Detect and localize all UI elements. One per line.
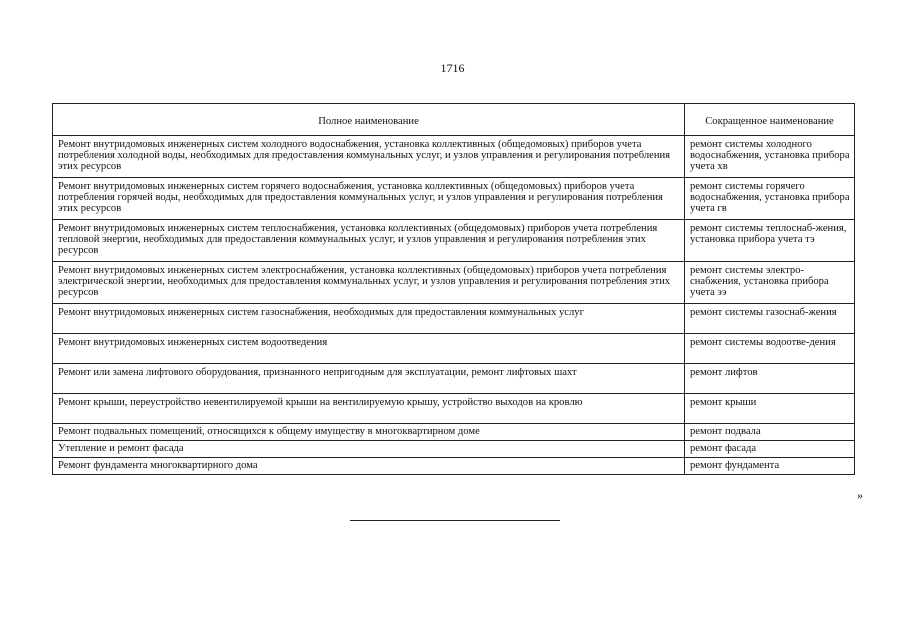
short-name-cell: ремонт системы холодного водоснабжения, установка прибора учета хв [685,136,855,178]
table-row [53,178,855,220]
short-name-cell: ремонт системы теплоснаб-жения, установка прибора учета тэ [685,220,855,262]
short-name-cell: ремонт фасада [685,441,855,458]
table-row [53,441,855,458]
table-row [53,424,855,441]
full-name-cell: Ремонт внутридомовых инженерных систем газоснабжения, необходимых для предоставления коммунальных услуг [53,304,685,334]
table-row [53,458,855,475]
short-name-cell: ремонт системы водоотве-дения [685,334,855,364]
table-row [53,304,855,334]
full-name-cell: Ремонт внутридомовых инженерных систем теплоснабжения, установка коллективных (общедомовых) приборов учета потребления тепловой энергии, необходимых для предоставления коммунальных услуг, и узлов управления и регулирования потребления этих ресурсов [53,220,685,262]
table-row [53,262,855,304]
table-row [53,220,855,262]
header-full-name: Полное наименование [53,104,685,136]
full-name-cell: Ремонт внутридомовых инженерных систем холодного водоснабжения, установка коллективных (общедомовых) приборов учета потребления холодной воды, необходимых для предоставления коммунальных услуг, и узлов управления и регулирования потребления этих ресурсов [53,136,685,178]
full-name-cell: Ремонт крыши, переустройство невентилируемой крыши на вентилируемую крышу, устройство выходов на кровлю [53,394,685,424]
full-name-cell: Ремонт внутридомовых инженерных систем электроснабжения, установка коллективных (общедомовых) приборов учета потребления электрической энергии, необходимых для предоставления коммунальных услуг, и узлов управления и регулирования потребления этих ресурсов [53,262,685,304]
short-name-cell: ремонт лифтов [685,364,855,394]
footer-divider [350,520,560,521]
table-row [53,394,855,424]
full-name-cell: Ремонт внутридомовых инженерных систем горячего водоснабжения, установка коллективных (общедомовых) приборов учета потребления горячей воды, необходимых для предоставления коммунальных услуг, и узлов управления и регулирования потребления этих ресурсов [53,178,685,220]
page-number: 1716 [440,61,465,75]
table-row [53,364,855,394]
short-name-cell: ремонт подвала [685,424,855,441]
full-name-cell: Ремонт или замена лифтового оборудования, признанного непригодным для эксплуатации, ремонт лифтовых шахт [53,364,685,394]
short-name-cell: ремонт системы электро-снабжения, установка прибора учета ээ [685,262,855,304]
table-row [53,136,855,178]
repair-types-table [52,103,855,475]
header-short-name: Сокращенное наименование [685,104,855,136]
closing-quote-mark: » [857,488,863,502]
full-name-cell: Ремонт фундамента многоквартирного дома [53,458,685,475]
short-name-cell: ремонт крыши [685,394,855,424]
full-name-cell: Ремонт подвальных помещений, относящихся к общему имуществу в многоквартирном доме [53,424,685,441]
full-name-cell: Утепление и ремонт фасада [53,441,685,458]
short-name-cell: ремонт системы газоснаб-жения [685,304,855,334]
full-name-cell: Ремонт внутридомовых инженерных систем водоотведения [53,334,685,364]
short-name-cell: ремонт фундамента [685,458,855,475]
short-name-cell: ремонт системы горячего водоснабжения, установка прибора учета гв [685,178,855,220]
table-row [53,334,855,364]
table-header-row [53,104,855,136]
